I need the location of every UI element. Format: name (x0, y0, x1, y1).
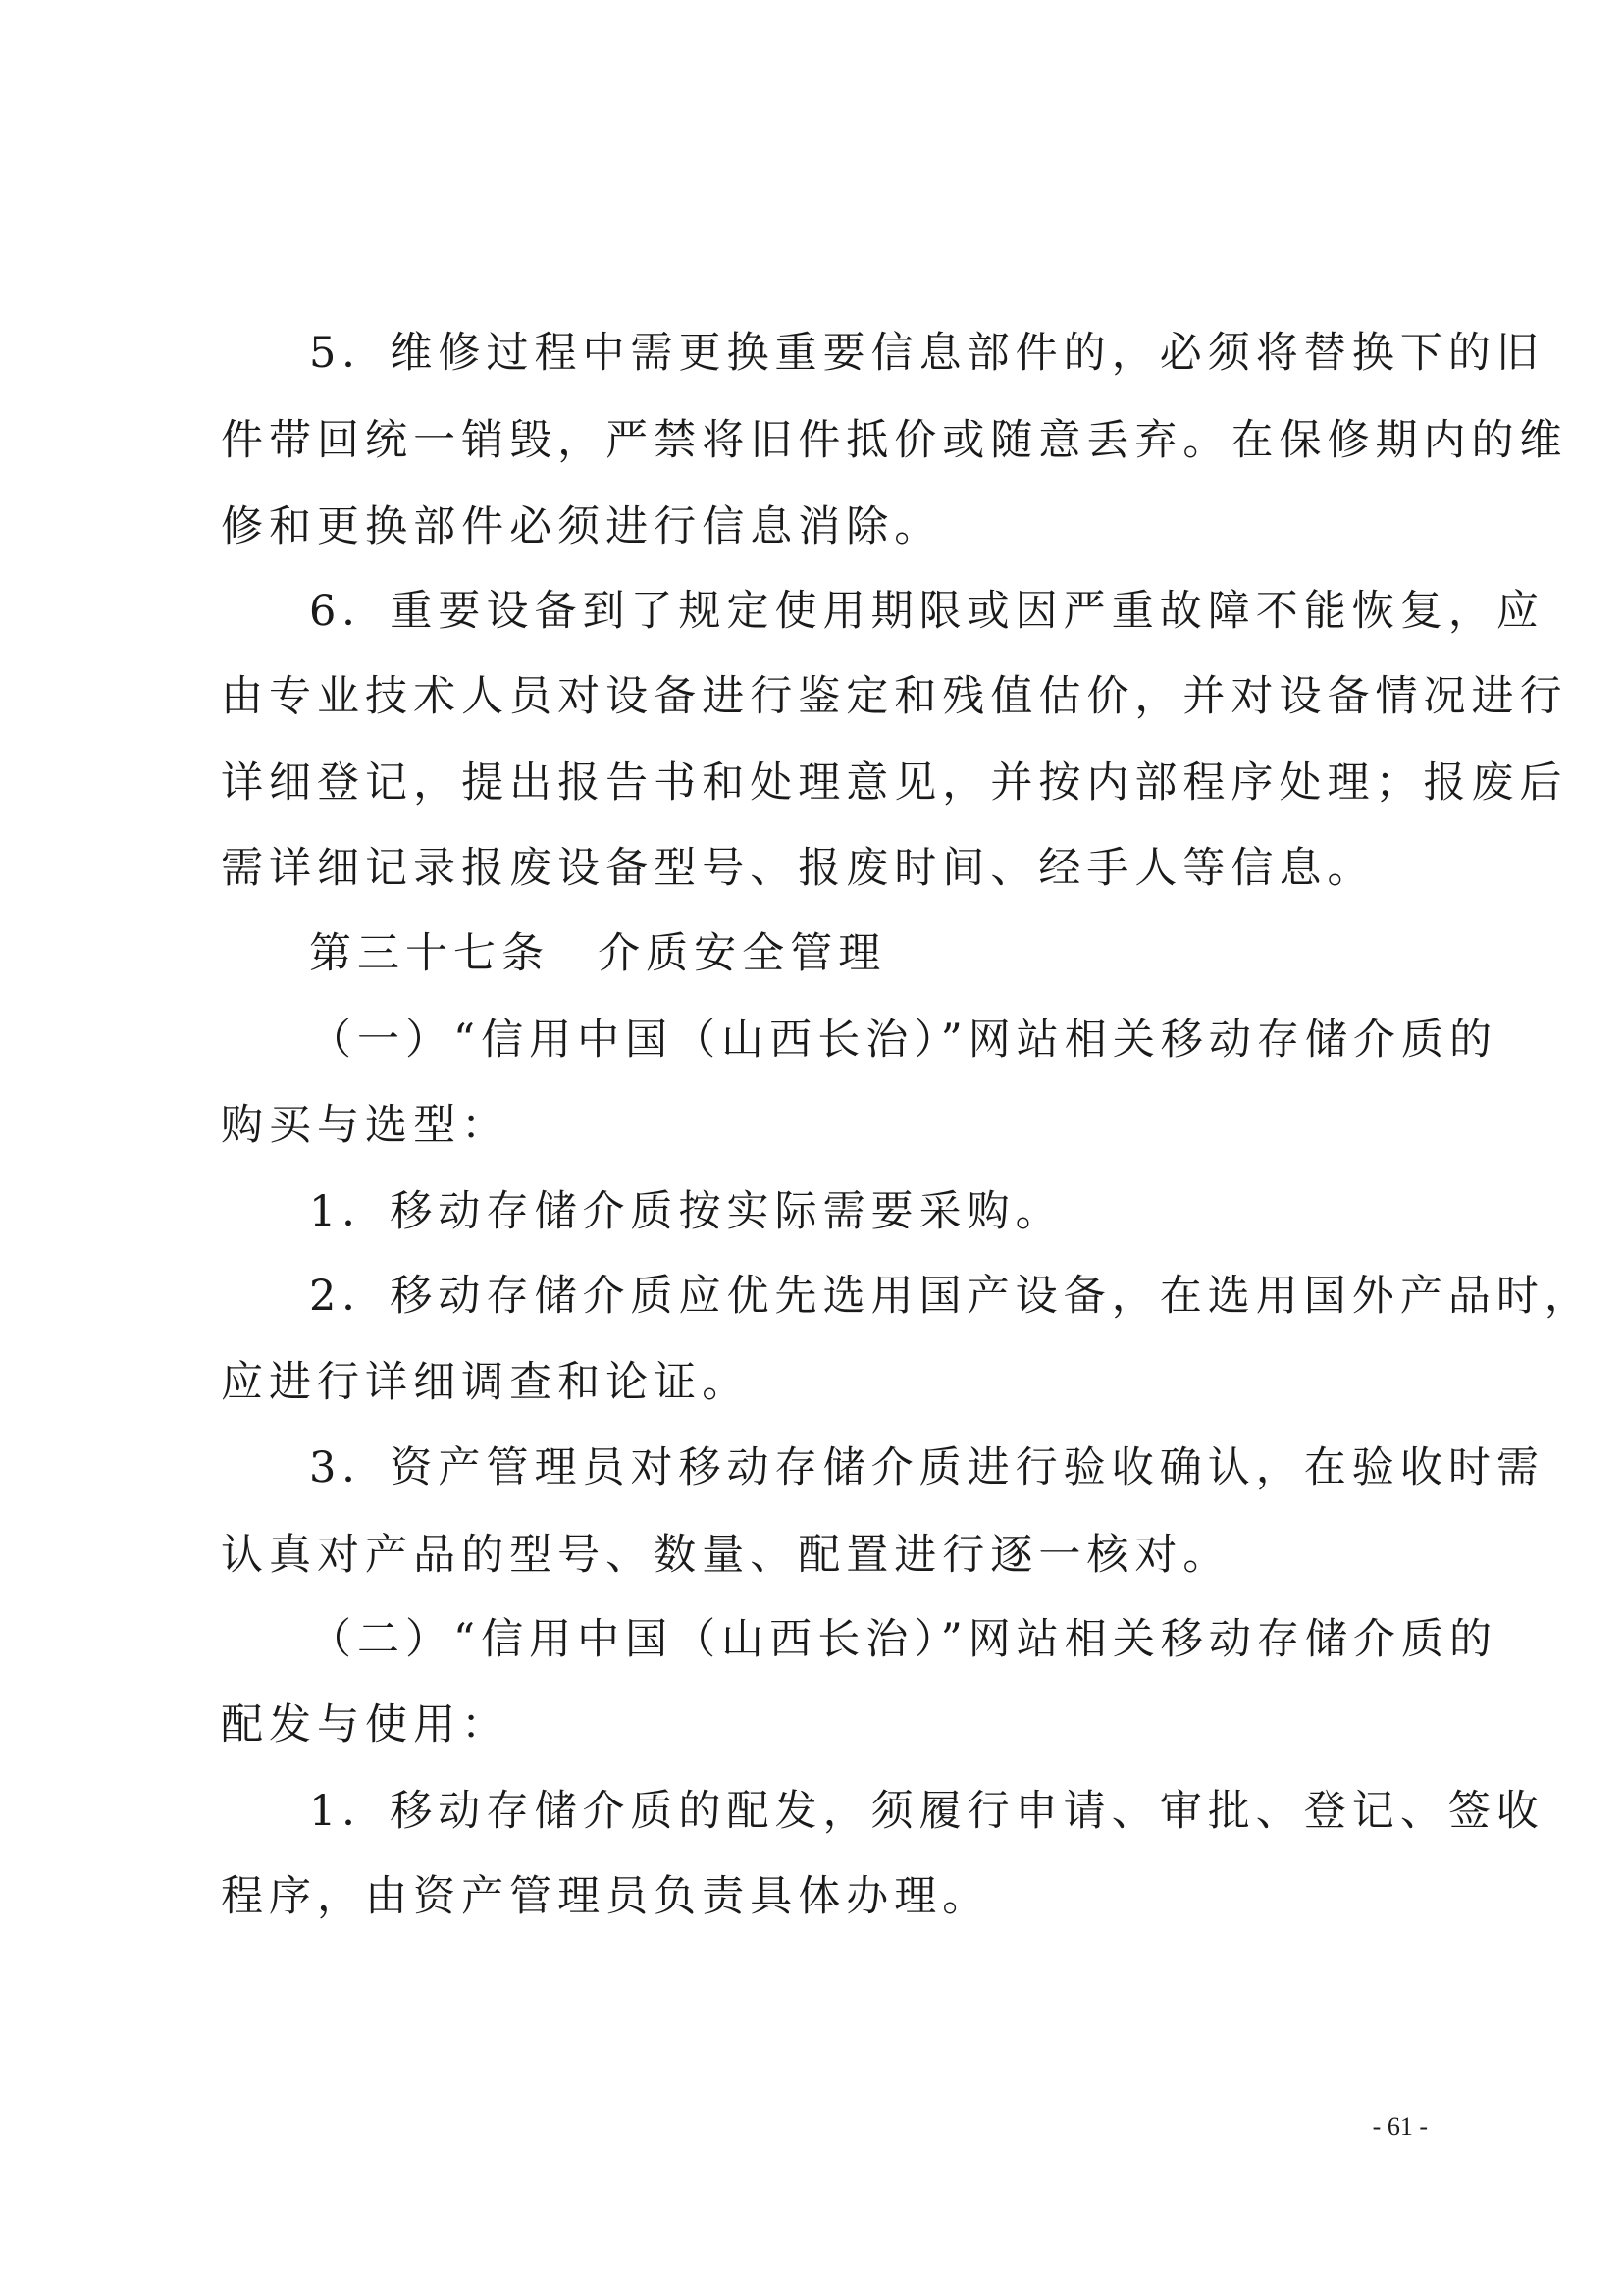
paragraph-line: 需详细记录报废设备型号、报废时间、经手人等信息。 (221, 844, 1376, 893)
paragraph-line: 认真对产品的型号、数量、配置进行逐一核对。 (221, 1531, 1231, 1580)
paragraph-line: 应进行详细调查和论证。 (221, 1358, 751, 1407)
paragraph-line: 1．移动存储介质的配发，须履行申请、审批、登记、签收 (309, 1787, 1545, 1836)
paragraph-line: 购买与选型： (221, 1101, 510, 1150)
paragraph-line: 6．重要设备到了规定使用期限或因严重故障不能恢复，应 (309, 587, 1545, 636)
paragraph-line: 配发与使用： (221, 1700, 510, 1749)
paragraph-line: 3．资产管理员对移动存储介质进行验收确认，在验收时需 (309, 1443, 1545, 1492)
paragraph-line: 5．维修过程中需更换重要信息部件的，必须将替换下的旧 (309, 329, 1545, 378)
paragraph-line: 件带回统一销毁，严禁将旧件抵价或随意丢弃。在保修期内的维 (221, 416, 1568, 465)
page-number: - 61 - (1372, 2113, 1428, 2141)
article-heading: 第三十七条 介质安全管理 (309, 929, 887, 978)
paragraph-line: （一）“信用中国（山西长治）”网站相关移动存储介质的 (309, 1016, 1497, 1065)
paragraph-line: 修和更换部件必须进行信息消除。 (221, 502, 943, 551)
paragraph-line: 1．移动存储介质按实际需要采购。 (309, 1187, 1064, 1236)
paragraph-line: 详细登记，提出报告书和处理意见，并按内部程序处理；报废后 (221, 758, 1568, 808)
paragraph-line: 由专业技术人员对设备进行鉴定和残值估价，并对设备情况进行 (221, 672, 1568, 721)
paragraph-line: 2．移动存储介质应优先选用国产设备，在选用国外产品时， (309, 1272, 1593, 1321)
paragraph-line: （二）“信用中国（山西长治）”网站相关移动存储介质的 (309, 1615, 1497, 1664)
paragraph-line: 程序，由资产管理员负责具体办理。 (221, 1872, 991, 1921)
